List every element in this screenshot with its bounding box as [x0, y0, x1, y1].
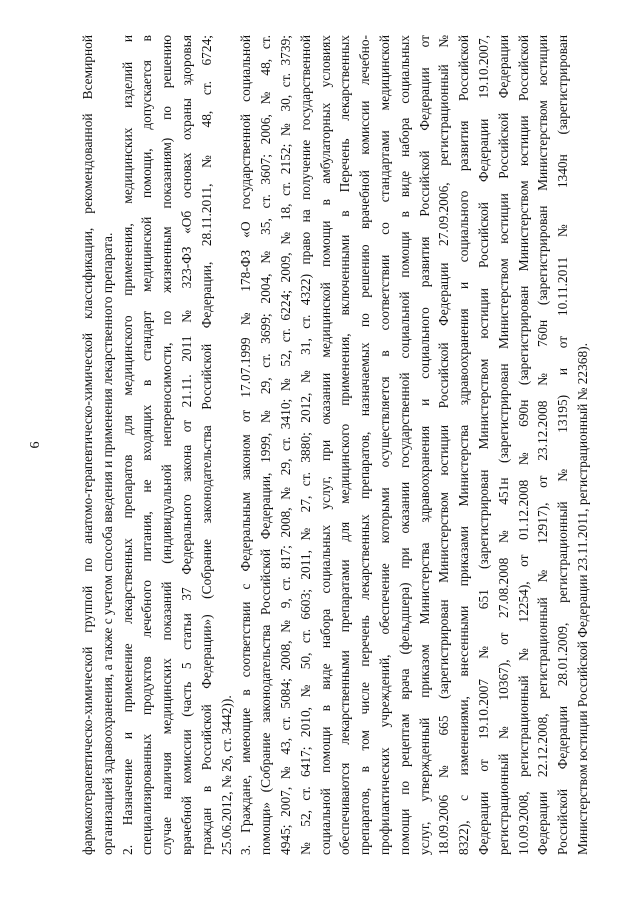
text-line: 4945; 2007, № 43, ст. 5084; 2008, № 9, ст. 817; 2008, № 29, ст. 3410; № 52, ст. 6224; 2009, № 18, ст. 2152; № 30, ст. 3739;	[277, 35, 293, 855]
text-line: 8322), с изменениями, внесенными приказами Министерства здравоохранения и социального развития Российской	[456, 35, 472, 855]
text-line: специализированных продуктов лечебного питания, не входящих в стандарт медицинской помощи, допускается в	[139, 35, 155, 855]
text-line: 3. Граждане, имеющие в соответствии с Федеральным законом от 17.07.1999 № 178-ФЗ «О государственной социальной	[238, 35, 254, 855]
text-line: Министерством юстиции Российской Федерации 23.11.2011, регистрационный № 22368).	[574, 343, 590, 855]
text-line: услуг, утвержденный приказом Министерства здравоохранения и социального развития Российской Федерации от	[416, 35, 432, 855]
text-line: обеспечиваются лекарственными препаратами для медицинского применения, включенными в Перечень лекарственных	[337, 35, 353, 855]
text-line: помощи по рецептам врача (фельдшера) при оказании государственной социальной помощи в виде набора социальных	[396, 35, 412, 855]
text-line: регистрационный № 10367), от 27.08.2008 № 451н (зарегистрирован Министерством юстиции Российской Федерации	[495, 35, 511, 855]
body-text	[78, 35, 593, 855]
rotated-page-content	[20, 25, 620, 865]
text-line: 2. Назначение и применение лекарственных препаратов для медицинского применения, медицинских изделий и	[119, 35, 135, 855]
text-line: врачебной комиссии (часть 5 статьи 37 Федерального закона от 21.11. 2011 № 323-ФЗ «Об основах охраны здоровья	[178, 35, 194, 855]
text-line: случае наличия медицинских показаний (индивидуальной непереносимости, по жизненным показаниям) по решению	[159, 35, 175, 855]
page-number: 6	[28, 441, 43, 449]
text-line: Российской Федерации 28.01.2009, регистрационный № 13195) и от 10.11.2011 № 1340н (зарегистрирован	[555, 35, 571, 855]
text-line: препаратов, в том числе перечень лекарственных препаратов, назначаемых по решению врачебной комиссии лечебно-	[357, 35, 373, 855]
text-line: организацией здравоохранения, а также с учетом способа введения и применения лекарственного препарата.	[99, 232, 115, 855]
text-line: 10.09.2008, регистрационный № 12254), от 01.12.2008 № 690н (зарегистрирован Министерством юстиции Российской	[515, 35, 531, 855]
text-line: Федерации от 19.10.2007 № 651 (зарегистрирован Министерством юстиции Российской Федерации 19.10.2007,	[475, 35, 491, 855]
text-line: профилактических учреждений, обеспечение которыми осуществляется в соответствии со стандартами медицинской	[376, 35, 392, 855]
text-line: Федерации 22.12.2008, регистрационный № 12917), от 23.12.2008 № 760н (зарегистрирован Министерством юстиции	[535, 35, 551, 855]
text-line: помощи» (Собрание законодательства Российской Федерации, 1999, № 29, ст. 3699; 2004, № 35, ст. 3607; 2006, № 48, ст.	[258, 35, 274, 855]
text-line: № 52, ст. 6417; 2010, № 50, ст. 6603; 2011, № 27, ст. 3880; 2012, № 31, ст. 4322) право на получение государственной	[297, 35, 313, 855]
text-line: социальной помощи в виде набора социальных услуг, при оказании медицинской помощи в амбулаторных условиях	[317, 35, 333, 855]
text-line: 18.09.2006 № 665 (зарегистрирован Министерством юстиции Российской Федерации 27.09.2006, регистрационный №	[436, 35, 452, 855]
text-line: 25.06.2012, № 26, ст. 3442)).	[218, 695, 234, 855]
text-line: граждан в Российской Федерации») (Собрание законодательства Российской Федерации, 28.11.2011, № 48, ст. 6724;	[198, 35, 214, 855]
text-line: фармакотерапевтическо-химической группой по анатомо-терапевтическо-химической классификации, рекомендованной Всемирной	[80, 35, 95, 855]
